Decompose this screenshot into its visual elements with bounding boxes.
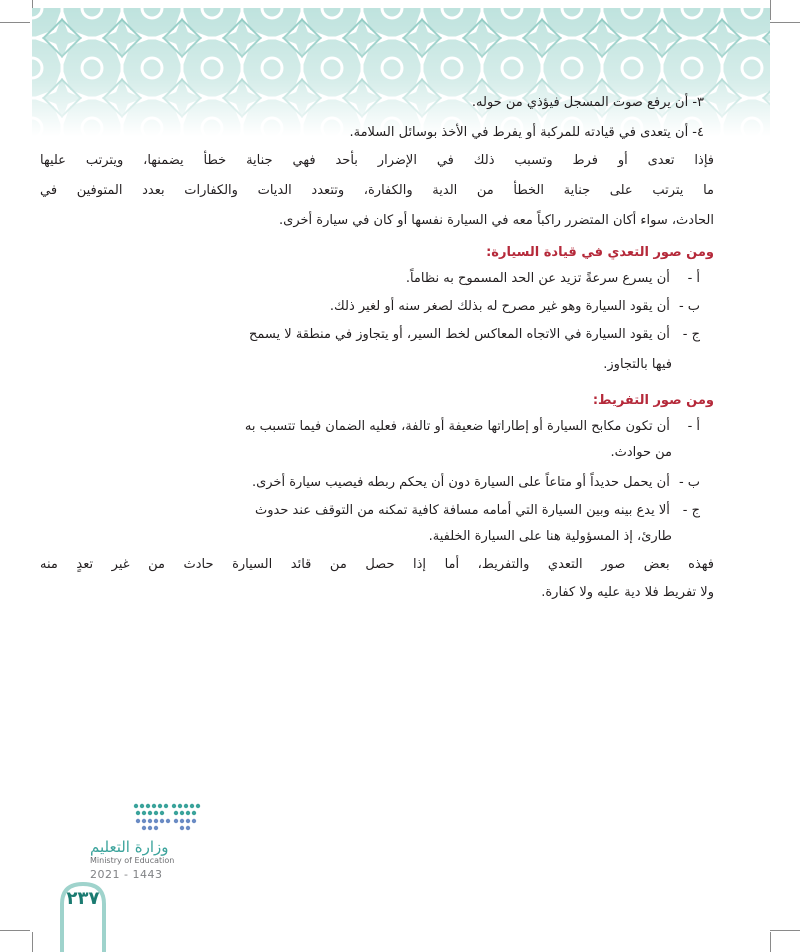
list-item-text: أن يقود السيارة وهو غير مصرح له بذلك لصغر سنه أو لغير ذلك.: [329, 299, 670, 314]
list-item: [40, 418, 700, 436]
list-item-label: ب -: [678, 299, 700, 314]
crop-mark: [770, 932, 771, 952]
crop-mark: [32, 932, 33, 952]
list-item-continuation: من حوادث.: [610, 445, 672, 460]
paragraph-line: ٤- أن يتعدى في قيادته للمركبة أو يفرط في الأخذ بوسائل السلامة.: [349, 125, 704, 140]
crop-mark: [770, 0, 771, 20]
list-item-text: ألا يدع بينه وبين السيارة التي أمامه مسافة كافية تمكنه من التوقف عند حدوث: [255, 503, 670, 518]
paragraph-line: ولا تفريط فلا دية عليه ولا كفارة.: [541, 585, 714, 600]
section-heading: ومن صور التعدي في قيادة السيارة:: [486, 245, 714, 260]
list-item: [330, 298, 700, 316]
paragraph-line: ٣- أن يرفع صوت المسجل فيؤذي من حوله.: [471, 95, 704, 110]
list-item-text: أن يسرع سرعةً تزيد عن الحد المسموح به نظاماً.: [405, 271, 670, 286]
list-item-text: أن يحمل حديداً أو متاعاً على السيارة دون أن يحكم ربطه فيصيب سيارة أخرى.: [251, 475, 670, 490]
header-pattern: [32, 8, 770, 136]
list-item-continuation: طارئ، إذ المسؤولية هنا على السيارة الخلفية.: [428, 529, 672, 544]
page-number: ٢٣٧: [66, 888, 100, 909]
paragraph-line: ما يترتب على جناية الخطأ من الدية والكفارة، وتتعدد الديات والكفارات بعدد المتوفين في: [40, 183, 714, 198]
section-heading: ومن صور التفريط:: [592, 393, 714, 408]
list-item-continuation: فيها بالتجاوز.: [603, 357, 672, 372]
list-item-text: أن تكون مكابح السيارة أو إطاراتها ضعيفة أو تالفة، فعليه الضمان فيما تتسبب به: [244, 419, 670, 434]
paragraph-line: فإذا تعدى أو فرط وتسبب ذلك في الإضرار بأحد فهي جناية خطأ يضمنها، ويترتب عليها: [40, 153, 714, 168]
paragraph-line: فهذه بعض صور التعدي والتفريط، أما إذا حصل من قائد السيارة حادث من غير تعدٍ منه: [40, 557, 714, 572]
paragraph-line: الحادث، سواء أكان المتضرر راكباً معه في السيارة نفسها أو كان في سيارة أخرى.: [279, 213, 714, 228]
list-item-label: ج -: [682, 327, 700, 342]
list-item-label: أ -: [687, 419, 700, 434]
list-item-text: أن يقود السيارة في الاتجاه المعاكس لخط السير، أو يتجاوز في منطقة لا يسمح: [249, 327, 670, 342]
list-item: [252, 474, 700, 492]
list-item-label: ج -: [682, 503, 700, 518]
list-item-label: أ -: [687, 271, 700, 286]
ministry-name-english: Ministry of Education: [90, 856, 175, 865]
crop-mark: [770, 22, 800, 23]
list-item: [40, 502, 700, 520]
list-item: [406, 270, 700, 288]
list-item: [40, 326, 700, 344]
edition-year: 2021 - 1443: [90, 868, 163, 881]
ministry-name-arabic: وزارة التعليم: [90, 838, 169, 856]
crop-mark: [770, 930, 800, 931]
crop-mark: [0, 930, 30, 931]
dot-pattern-icon: [88, 798, 208, 834]
crop-mark: [0, 22, 30, 23]
list-item-label: ب -: [678, 475, 700, 490]
